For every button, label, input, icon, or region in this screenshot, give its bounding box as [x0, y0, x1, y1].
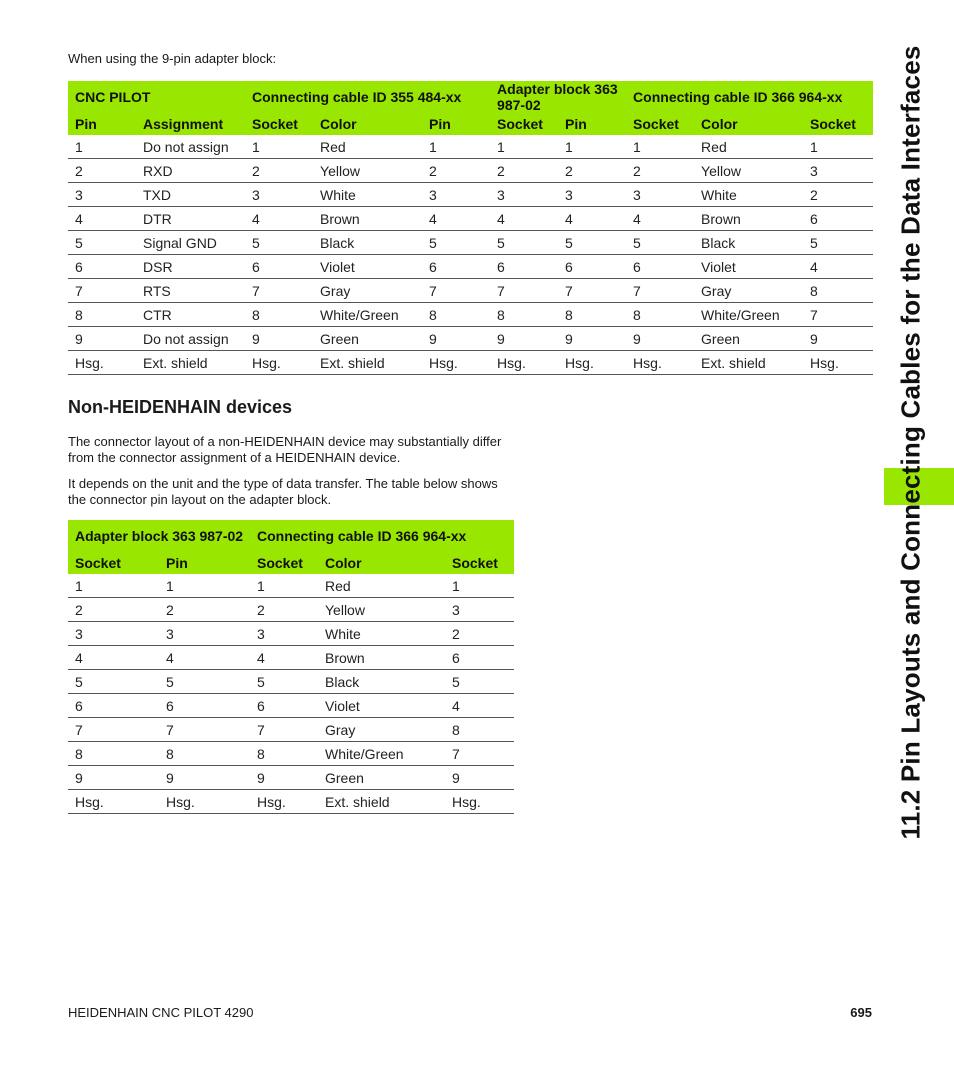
table-cell: 3	[250, 622, 318, 646]
table-cell: Hsg.	[445, 790, 514, 814]
table-cell: 5	[490, 231, 558, 255]
paragraph-layout-note: The connector layout of a non-HEIDENHAIN device may substantially differ from the connector assignment of a HEIDENHAIN device.	[68, 434, 502, 465]
table-cell: Yellow	[694, 159, 803, 183]
table-cell: 1	[245, 135, 313, 159]
table-cell: 1	[490, 135, 558, 159]
table-cell: 6	[159, 694, 250, 718]
table-cell: 1	[445, 574, 514, 598]
table-cell: Brown	[694, 207, 803, 231]
table-cell: 9	[803, 327, 873, 351]
table-cell: 7	[422, 279, 490, 303]
table-cell: 8	[558, 303, 626, 327]
table-cell: 8	[422, 303, 490, 327]
table-cell: 4	[558, 207, 626, 231]
table-cell: 3	[159, 622, 250, 646]
table-cell: Hsg.	[159, 790, 250, 814]
table-cell: 6	[558, 255, 626, 279]
chapter-side-title-text: 11.2 Pin Layouts and Connecting Cables for the Data Interfaces	[895, 44, 926, 840]
table-cell: 5	[245, 231, 313, 255]
table-cell: Ext. shield	[313, 351, 422, 375]
table-cell: 1	[250, 574, 318, 598]
column-header: Socket	[803, 113, 873, 135]
table-row	[68, 646, 514, 670]
table-row	[68, 327, 873, 351]
column-header: Color	[694, 113, 803, 135]
table-cell: 1	[422, 135, 490, 159]
table-cell: 1	[626, 135, 694, 159]
table-cell: 3	[803, 159, 873, 183]
table-cell: 2	[803, 183, 873, 207]
column-header: Socket	[490, 113, 558, 135]
column-header: Assignment	[136, 113, 245, 135]
table-cell: 4	[68, 646, 159, 670]
table-cell: 6	[422, 255, 490, 279]
table-cell: 3	[626, 183, 694, 207]
table-cell: Gray	[694, 279, 803, 303]
table-row	[68, 351, 873, 375]
group-header-cable-366: Connecting cable ID 366 964-xx	[250, 520, 514, 552]
table-row	[68, 742, 514, 766]
column-header: Socket	[445, 552, 514, 574]
column-header: Pin	[558, 113, 626, 135]
table-cell: 1	[68, 135, 136, 159]
table-cell: Ext. shield	[318, 790, 445, 814]
table-cell: Green	[318, 766, 445, 790]
table-cell: 6	[626, 255, 694, 279]
table-cell: 7	[159, 718, 250, 742]
table-cell: Gray	[313, 279, 422, 303]
table-cell: 5	[68, 670, 159, 694]
table-cell: White	[318, 622, 445, 646]
table-cell: 4	[68, 207, 136, 231]
intro-text: When using the 9-pin adapter block:	[68, 51, 277, 66]
table-row	[68, 694, 514, 718]
table-row	[68, 135, 873, 159]
table-cell: Yellow	[318, 598, 445, 622]
table-cell: 2	[558, 159, 626, 183]
table-cell: 2	[68, 159, 136, 183]
table-cell: 2	[626, 159, 694, 183]
table-cell: 9	[626, 327, 694, 351]
table-cell: 4	[626, 207, 694, 231]
table-cell: 7	[626, 279, 694, 303]
column-header: Color	[318, 552, 445, 574]
table-cell: White/Green	[313, 303, 422, 327]
table-cell: 7	[490, 279, 558, 303]
table-cell: 2	[445, 622, 514, 646]
table-cell: 5	[250, 670, 318, 694]
table-cell: 9	[68, 766, 159, 790]
table-cell: 6	[68, 255, 136, 279]
table-cell: 1	[159, 574, 250, 598]
table-cell: 6	[490, 255, 558, 279]
footer-page-number: 695	[850, 1005, 872, 1020]
table-cell: 7	[245, 279, 313, 303]
column-header: Socket	[626, 113, 694, 135]
table-cell: 8	[626, 303, 694, 327]
table-cell: 4	[250, 646, 318, 670]
table-cell: 2	[250, 598, 318, 622]
table-cell: 9	[159, 766, 250, 790]
table-cell: Hsg.	[68, 790, 159, 814]
table-cell: 3	[490, 183, 558, 207]
table-cell: Black	[694, 231, 803, 255]
table-cell: Violet	[313, 255, 422, 279]
table-cell: Violet	[318, 694, 445, 718]
table-cell: 9	[445, 766, 514, 790]
table-cell: 7	[68, 718, 159, 742]
table-cell: 3	[445, 598, 514, 622]
table-cell: Red	[313, 135, 422, 159]
table-cell: 8	[245, 303, 313, 327]
table-cell: Hsg.	[490, 351, 558, 375]
table-cell: 3	[422, 183, 490, 207]
table-row	[68, 670, 514, 694]
table-cell: CTR	[136, 303, 245, 327]
table-row	[68, 303, 873, 327]
table-cell: RTS	[136, 279, 245, 303]
table-row	[68, 622, 514, 646]
table-cell: 3	[68, 622, 159, 646]
table-cell: 3	[558, 183, 626, 207]
table-cell: White/Green	[694, 303, 803, 327]
table-cell: 4	[445, 694, 514, 718]
table-cell: Hsg.	[68, 351, 136, 375]
table-row	[68, 207, 873, 231]
table-cell: 4	[803, 255, 873, 279]
table-cell: DSR	[136, 255, 245, 279]
table-cell: 6	[445, 646, 514, 670]
table-cell: Do not assign	[136, 135, 245, 159]
column-header: Pin	[422, 113, 490, 135]
table-cell: 9	[68, 327, 136, 351]
table-cell: 4	[245, 207, 313, 231]
table-row	[68, 183, 873, 207]
table-cell: 5	[626, 231, 694, 255]
table-cell: Hsg.	[422, 351, 490, 375]
table-cell: White	[694, 183, 803, 207]
table-cell: Black	[313, 231, 422, 255]
table-cell: 3	[245, 183, 313, 207]
table-cell: 4	[422, 207, 490, 231]
table-cell: 8	[159, 742, 250, 766]
cnc-pilot-pin-table	[68, 81, 873, 375]
table-cell: 5	[445, 670, 514, 694]
table-cell: 9	[250, 766, 318, 790]
table-cell: 1	[803, 135, 873, 159]
table-cell: White/Green	[318, 742, 445, 766]
table-cell: 7	[68, 279, 136, 303]
table-row	[68, 790, 514, 814]
table-cell: Hsg.	[803, 351, 873, 375]
table-cell: Hsg.	[250, 790, 318, 814]
table-cell: 5	[422, 231, 490, 255]
table-cell: 2	[422, 159, 490, 183]
table-cell: 7	[250, 718, 318, 742]
table-cell: Hsg.	[558, 351, 626, 375]
table-cell: 8	[445, 718, 514, 742]
group-header-cnc-pilot: CNC PILOT	[68, 81, 245, 113]
group-header-cable-366: Connecting cable ID 366 964-xx	[626, 81, 873, 113]
table-cell: Violet	[694, 255, 803, 279]
table-cell: Brown	[318, 646, 445, 670]
table-cell: Do not assign	[136, 327, 245, 351]
table-cell: Signal GND	[136, 231, 245, 255]
table-cell: Red	[694, 135, 803, 159]
table-cell: Ext. shield	[136, 351, 245, 375]
table-cell: Gray	[318, 718, 445, 742]
table-row	[68, 231, 873, 255]
table-cell: DTR	[136, 207, 245, 231]
table-cell: 9	[558, 327, 626, 351]
column-header: Pin	[68, 113, 136, 135]
table-cell: 5	[68, 231, 136, 255]
section-title: Non-HEIDENHAIN devices	[68, 397, 293, 417]
table-cell: 8	[250, 742, 318, 766]
table-cell: 8	[803, 279, 873, 303]
table-cell: 3	[68, 183, 136, 207]
column-header: Socket	[250, 552, 318, 574]
column-header: Socket	[245, 113, 313, 135]
column-header: Color	[313, 113, 422, 135]
table-cell: White	[313, 183, 422, 207]
paragraph-table-intro: It depends on the unit and the type of data transfer. The table below shows the connector pin layout on the adapter block.	[68, 476, 498, 507]
table-cell: Green	[313, 327, 422, 351]
table-cell: Brown	[313, 207, 422, 231]
table-cell: 2	[245, 159, 313, 183]
table-row	[68, 718, 514, 742]
table-cell: 2	[490, 159, 558, 183]
table-cell: 5	[558, 231, 626, 255]
table-cell: 1	[558, 135, 626, 159]
table-cell: 6	[245, 255, 313, 279]
group-header-adapter: Adapter block 363 987-02	[490, 81, 626, 113]
column-header: Pin	[159, 552, 250, 574]
table-row	[68, 279, 873, 303]
table-cell: 6	[68, 694, 159, 718]
table-cell: Ext. shield	[694, 351, 803, 375]
table-cell: Yellow	[313, 159, 422, 183]
chapter-side-title	[876, 44, 946, 840]
column-header: Socket	[68, 552, 159, 574]
table-cell: 2	[68, 598, 159, 622]
table-row	[68, 574, 514, 598]
table-cell: 4	[159, 646, 250, 670]
table-cell: 9	[245, 327, 313, 351]
table-cell: Red	[318, 574, 445, 598]
table-cell: 8	[68, 742, 159, 766]
table-cell: 7	[445, 742, 514, 766]
table-cell: 8	[490, 303, 558, 327]
footer-product-name: HEIDENHAIN CNC PILOT 4290	[68, 1005, 254, 1020]
table-cell: 4	[490, 207, 558, 231]
table-cell: 9	[490, 327, 558, 351]
table-cell: 1	[68, 574, 159, 598]
table-cell: Black	[318, 670, 445, 694]
table-cell: 9	[422, 327, 490, 351]
table-cell: 8	[68, 303, 136, 327]
table-cell: 7	[803, 303, 873, 327]
table-cell: 2	[159, 598, 250, 622]
table-cell: Hsg.	[626, 351, 694, 375]
table-cell: TXD	[136, 183, 245, 207]
table-cell: 6	[803, 207, 873, 231]
group-header-cable-355: Connecting cable ID 355 484-xx	[245, 81, 490, 113]
table-cell: 5	[159, 670, 250, 694]
table-row	[68, 159, 873, 183]
table-cell: 6	[250, 694, 318, 718]
table-cell: Green	[694, 327, 803, 351]
table-row	[68, 766, 514, 790]
table-row	[68, 255, 873, 279]
table-cell: Hsg.	[245, 351, 313, 375]
table-cell: RXD	[136, 159, 245, 183]
table-row	[68, 598, 514, 622]
table-cell: 7	[558, 279, 626, 303]
group-header-adapter: Adapter block 363 987-02	[68, 520, 250, 552]
adapter-block-pin-table	[68, 520, 514, 814]
table-cell: 5	[803, 231, 873, 255]
